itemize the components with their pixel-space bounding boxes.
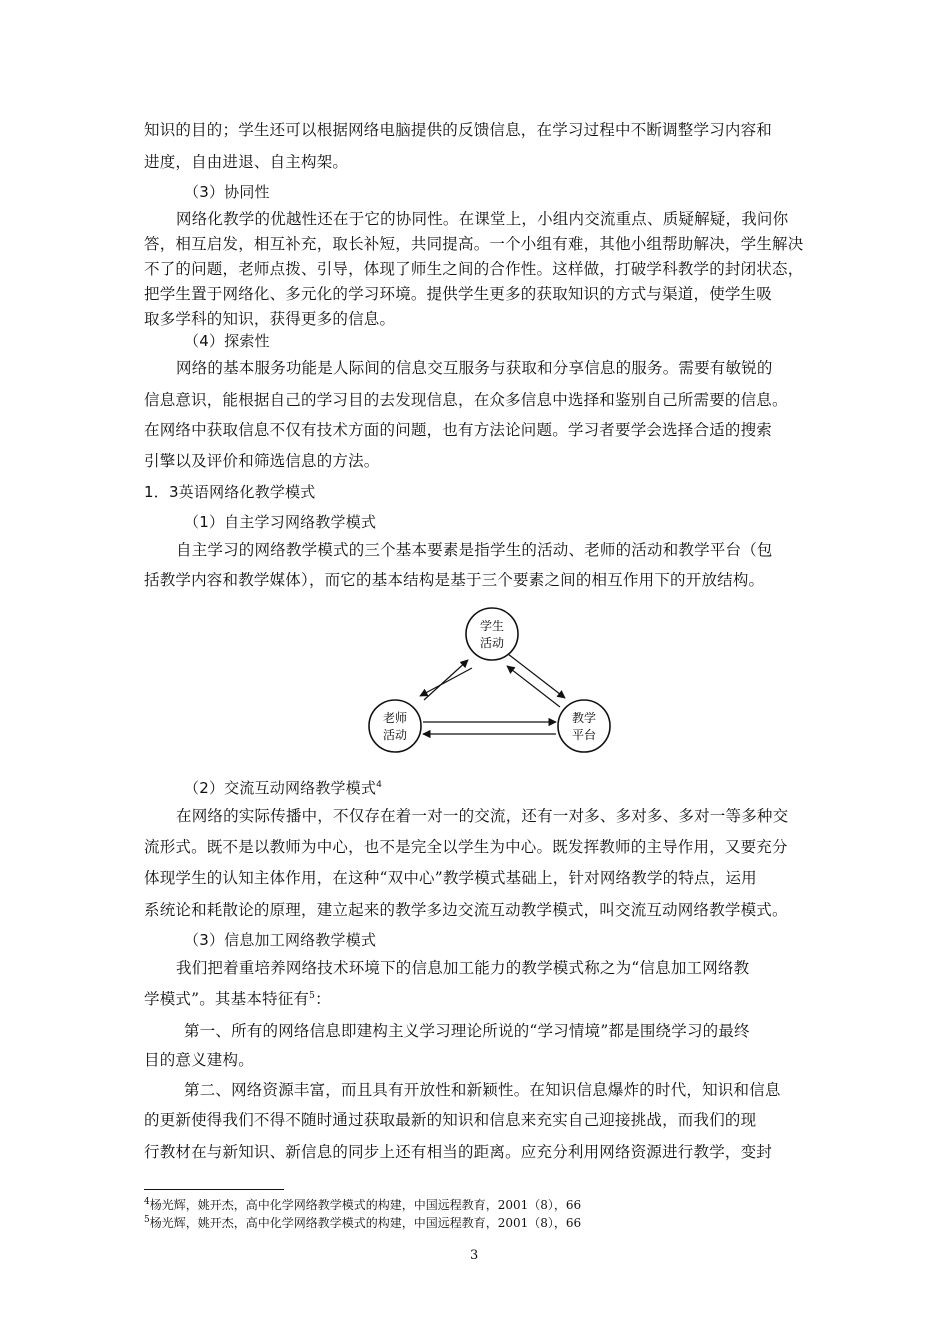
body-line: 行教材在与新知识、新信息的同步上还有相当的距离。应充分利用网络资源进行教学，变封 [144, 1143, 773, 1161]
body-line: 第二、网络资源丰富，而且具有开放性和新颖性。在知识信息爆炸的时代，知识和信息 [184, 1081, 781, 1099]
body-line: 体现学生的认知主体作用，在这种“双中心”教学模式基础上，针对网络教学的特点，运用 [144, 869, 757, 887]
body-line: 信息意识，能根据自己的学习目的去发现信息，在众多信息中选择和鉴别自己所需要的信息。 [144, 391, 788, 409]
footnote-4: $^4$杨光辉，姚开杰，高中化学网络教学模式的构建，中国远程教育，2001（8），66 [144, 1197, 582, 1212]
body-line: 把学生置于网络化、多元化的学习环境。提供学生更多的获取知识的方式与渠道，使学生吸 [144, 285, 773, 303]
body-line: 网络化教学的优越性还在于它的协同性。在课堂上，小组内交流重点、质疑解疑，我问你 [176, 210, 789, 228]
arrow-platform-to-student [507, 666, 560, 707]
footnote-5: $^5$杨光辉，姚开杰，高中化学网络教学模式的构建，中国远程教育，2001（8），66 [144, 1215, 582, 1230]
platform-label-2: 平台 [571, 728, 597, 742]
page-number: 3 [470, 1248, 479, 1263]
student-label-2: 活动 [479, 636, 505, 650]
student-activity-node [466, 608, 518, 660]
body-line: 知识的目的；学生还可以根据网络电脑提供的反馈信息，在学习过程中不断调整学习内容和 [144, 121, 773, 139]
body-line: 我们把着重培养网络技术环境下的信息加工能力的教学模式称之为“信息加工网络教 [176, 959, 750, 977]
body-line: 取多学科的知识，获得更多的信息。 [144, 310, 396, 328]
platform-node [558, 700, 610, 752]
arrow-student-to-teacher [420, 668, 472, 696]
body-line: 引擎以及评价和筛选信息的方法。 [144, 452, 380, 470]
body-line: 流形式。既不是以教师为中心，也不是完全以学生为中心。既发挥教师的主导作用，又要充分 [144, 838, 788, 856]
body-line: 进度，自由进退、自主构架。 [144, 153, 349, 171]
body-line: 自主学习的网络教学模式的三个基本要素是指学生的活动、老师的活动和教学平台（包 [176, 541, 773, 559]
subheading-interactive-mode: （2）交流互动网络教学模式$^4$ [184, 779, 383, 797]
section-heading: 1．3英语网络化教学模式 [144, 483, 316, 501]
footnote-rule [144, 1189, 284, 1190]
body-line: 在网络的实际传播中，不仅存在着一对一的交流，还有一对多、多对多、多对一等多种交 [176, 807, 789, 825]
subheading-autonomous-mode: （1）自主学习网络教学模式 [184, 513, 377, 531]
body-line: 学模式”。其基本特征有$^5$： [144, 990, 331, 1008]
body-line: 的更新使得我们不得不随时通过获取最新的知识和信息来充实自己迎接挑战，而我们的现 [144, 1111, 757, 1129]
subheading-collaboration: （3）协同性 [184, 183, 270, 201]
body-line: 在网络中获取信息不仅有技术方面的问题，也有方法论问题。学习者要学会选择合适的搜索 [144, 421, 773, 439]
arrow-teacher-to-student [424, 660, 468, 700]
body-line: 不了的问题，老师点拨、引导，体现了师生之间的合作性。这样做，打破学科教学的封闭状态， [144, 260, 804, 278]
body-line: 网络的基本服务功能是人际间的信息交互服务与获取和分享信息的服务。需要有敏锐的 [176, 359, 773, 377]
teacher-label-1: 老师 [382, 711, 408, 725]
structure-diagram [360, 600, 622, 762]
teacher-activity-node [369, 700, 421, 752]
body-line: 第一、所有的网络信息即建构主义学习理论所说的“学习情境”都是围绕学习的最终 [184, 1022, 750, 1040]
subheading-exploration: （4）探索性 [184, 332, 270, 350]
arrow-student-to-platform [508, 654, 565, 698]
footnote-ref-5: 5 [309, 990, 316, 1001]
body-line: 目的意义建构。 [144, 1051, 254, 1069]
teacher-label-2: 活动 [382, 728, 408, 742]
footnote-ref-4: 4 [376, 780, 383, 790]
student-label-1: 学生 [479, 619, 505, 633]
platform-label-1: 教学 [571, 711, 597, 725]
body-line: 系统论和耗散论的原理，建立起来的教学多边交流互动教学模式，叫交流互动网络教学模式。 [144, 901, 788, 919]
body-line: 括教学内容和教学媒体），而它的基本结构是基于三个要素之间的相互作用下的开放结构。 [144, 571, 765, 589]
subheading-information-mode: （3）信息加工网络教学模式 [184, 931, 377, 949]
body-line: 答，相互启发，相互补充，取长补短，共同提高。一个小组有难，其他小组帮助解决，学生解决 [144, 235, 804, 253]
